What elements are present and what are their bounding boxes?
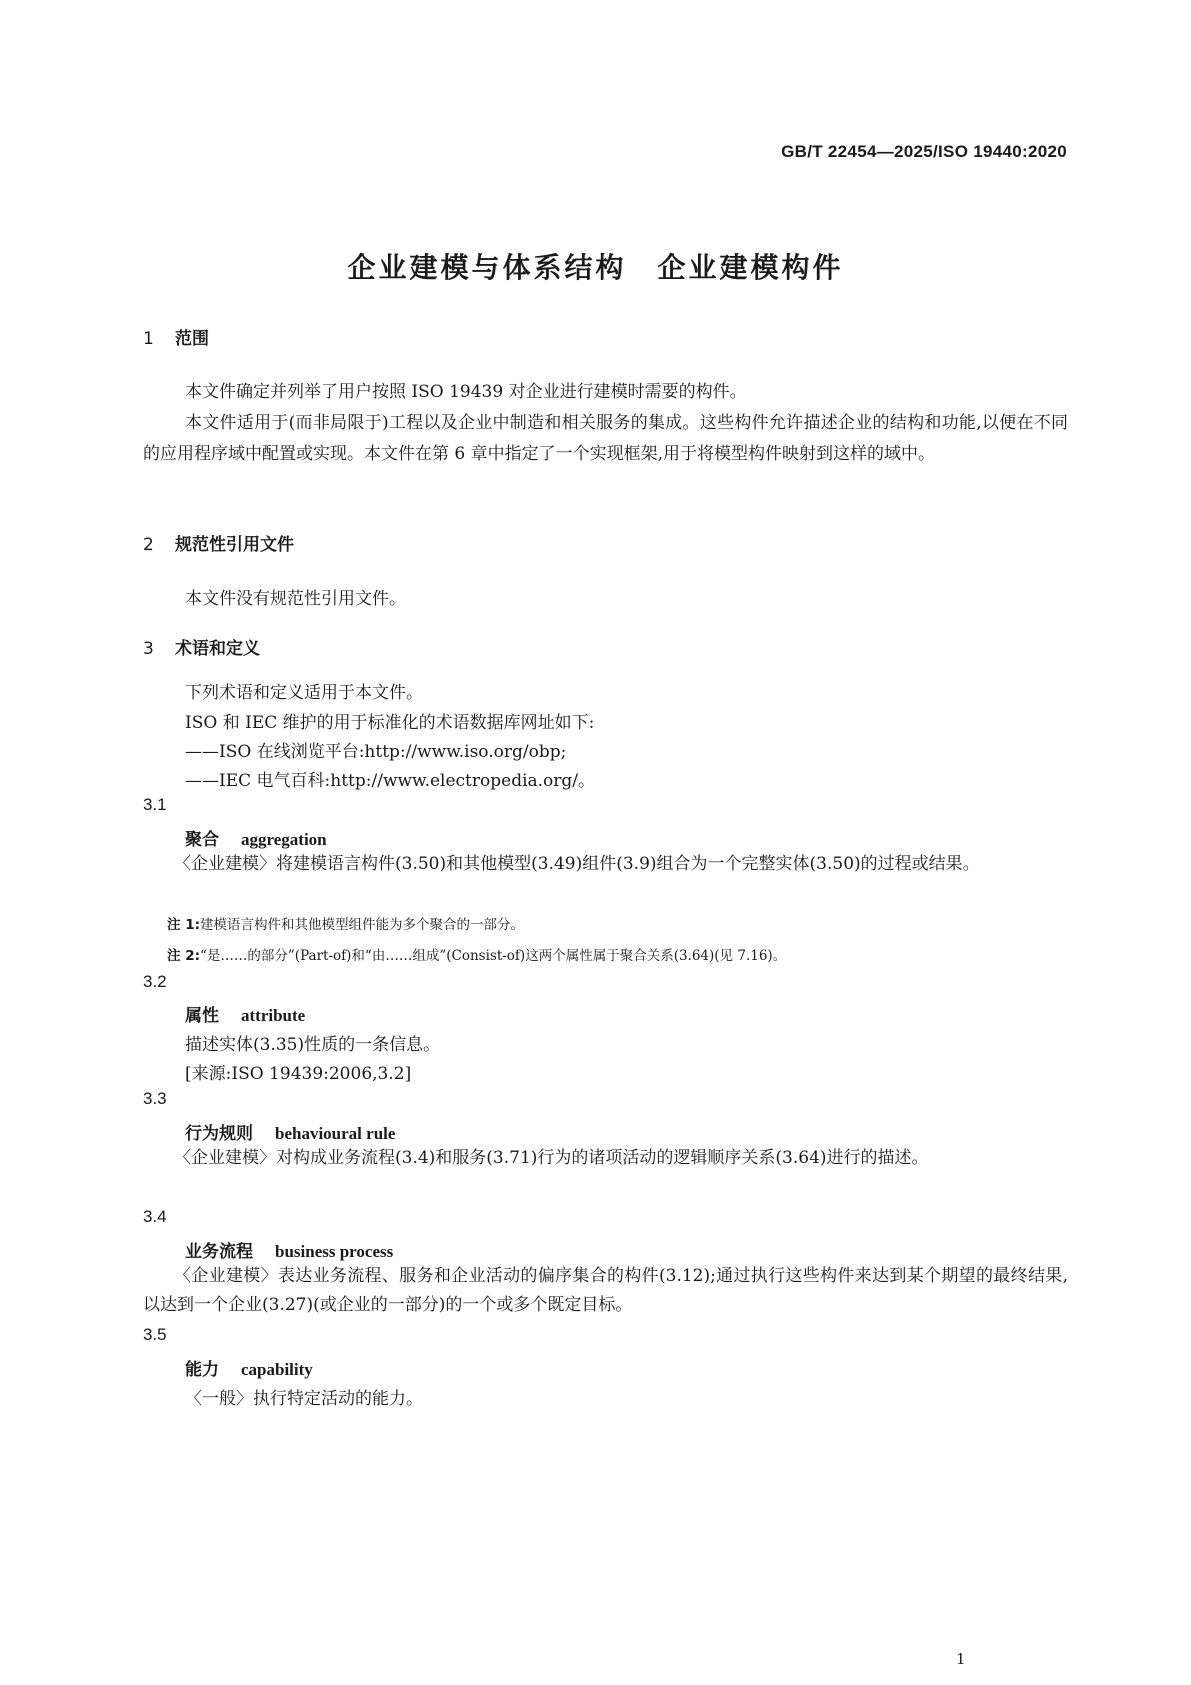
term-zh: 聚合 (185, 830, 219, 850)
term-title (185, 825, 327, 850)
term-note (167, 944, 786, 964)
terms-intro-line: 下列术语和定义适用于本文件。 (185, 683, 423, 703)
term-number: 3.3 (143, 1089, 167, 1108)
term-definition: 〈一般〉执行特定活动的能力。 (185, 1389, 423, 1409)
term-note (167, 913, 524, 933)
scope-paragraph-1: 本文件确定并列举了用户按照 ISO 19439 对企业进行建模时需要的构件。 (185, 382, 747, 402)
section-heading-terms (143, 634, 260, 659)
terms-intro-line: ISO 和 IEC 维护的用于标准化的术语数据库网址如下: (185, 713, 595, 733)
section-number: 3 (143, 639, 154, 659)
term-en: aggregation (241, 830, 327, 849)
term-number: 3.2 (143, 972, 167, 991)
term-title (185, 1001, 305, 1026)
term-title (185, 1119, 395, 1144)
term-en: capability (241, 1360, 313, 1379)
term-zh: 属性 (185, 1006, 219, 1026)
term-en: business process (275, 1242, 394, 1261)
note-text: 建模语言构件和其他模型组件能为多个聚合的一部分。 (200, 917, 524, 933)
term-definition: 〈企业建模〉对构成业务流程(3.4)和服务(3.71)行为的诸项活动的逻辑顺序关系(3.64)进行的描述。 (174, 1148, 929, 1168)
term-title (185, 1237, 393, 1262)
term-title (185, 1355, 313, 1380)
section-heading-scope (143, 324, 209, 349)
term-zh: 行为规则 (185, 1124, 253, 1144)
terms-link-iec: ——IEC 电气百科:http://www.electropedia.org/。 (185, 771, 596, 791)
section-title: 规范性引用文件 (175, 535, 294, 555)
note-text: “是……的部分”(Part-of)和“由……组成”(Consist-of)这两个属性属于聚合关系(3.64)(见 7.16)。 (200, 948, 787, 964)
section-title: 范围 (175, 329, 209, 349)
term-definition: 〈企业建模〉将建模语言构件(3.50)和其他模型(3.49)组件(3.9)组合为一个完整实体(3.50)的过程或结果。 (174, 854, 980, 874)
term-en: attribute (241, 1006, 306, 1025)
term-number: 3.4 (143, 1207, 167, 1226)
terms-link-iso: ——ISO 在线浏览平台:http://www.iso.org/obp; (185, 742, 567, 762)
note-label: 注 2: (167, 948, 200, 964)
section-number: 1 (143, 329, 154, 349)
scope-paragraph-2: 本文件适用于(而非局限于)工程以及企业中制造和相关服务的集成。这些构件允许描述企业的结构和功能,以便在不同的应用程序域中配置或实现。本文件在第 6 章中指定了一个实现框架,用于将模型构件映射到这样的域中。 (143, 413, 1068, 464)
term-number: 3.1 (143, 795, 167, 814)
term-zh: 能力 (185, 1360, 219, 1380)
term-definition: 〈企业建模〉表达业务流程、服务和企业活动的偏序集合的构件(3.12);通过执行这些构件来达到某个期望的最终结果,以达到一个企业(3.27)(或企业的一部分)的一个或多个既定目标。 (143, 1266, 1068, 1315)
section-title: 术语和定义 (175, 639, 260, 659)
term-source: [来源:ISO 19439:2006,3.2] (185, 1064, 412, 1084)
section-number: 2 (143, 535, 154, 555)
note-label: 注 1: (167, 917, 200, 933)
term-zh: 业务流程 (185, 1242, 253, 1262)
term-en: behavioural rule (275, 1124, 396, 1143)
section-heading-normative (143, 530, 294, 555)
document-code: GB/T 22454—2025/ISO 19440:2020 (781, 142, 1067, 161)
term-definition: 描述实体(3.35)性质的一条信息。 (185, 1035, 441, 1055)
normative-paragraph: 本文件没有规范性引用文件。 (185, 589, 406, 609)
term-number: 3.5 (143, 1325, 167, 1344)
page-number: 1 (956, 1650, 966, 1668)
document-title: 企业建模与体系结构 企业建模构件 (347, 251, 844, 284)
